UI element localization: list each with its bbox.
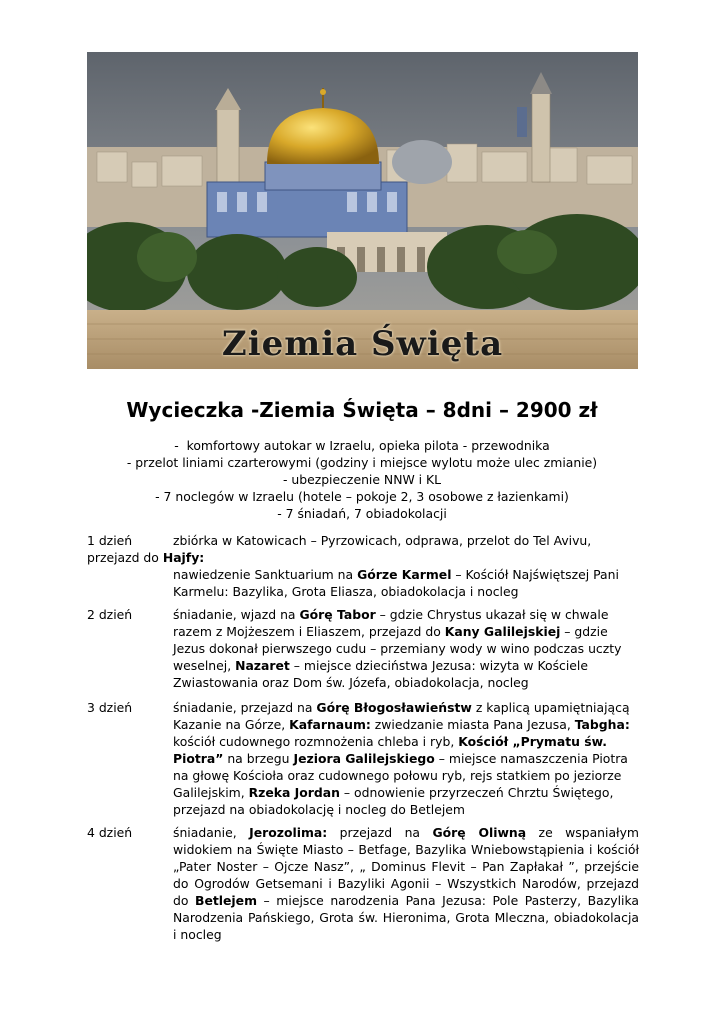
day-bold-place: Górę Tabor	[299, 607, 376, 622]
day-description	[173, 699, 639, 818]
day-bold-place: Górę Oliwną	[432, 825, 527, 840]
day-text-fragment: śniadanie, przejazd na	[173, 700, 317, 715]
included-item: - ubezpieczenie NNW i KL	[282, 472, 442, 487]
day-label: 3 dzień	[87, 700, 133, 715]
day-text-fragment: – gdzie Jezus dokonał pierwszego cudu – przemiany wody w wino podczas uczty weselnej,	[173, 624, 622, 673]
day-text-fragment: – Kościół Najświętszej Pani Karmelu: Bazylika, Grota Eliasza, obiadokolacja i nocleg	[173, 567, 619, 599]
day-1	[87, 532, 639, 600]
day-text-fragment: śniadanie, wjazd na	[173, 607, 300, 622]
day-3	[87, 699, 639, 818]
itinerary	[87, 532, 639, 945]
day-bold-place: Jeziora Galilejskiego	[293, 751, 435, 766]
included-item: - komfortowy autokar w Izraelu, opieka pilota - przewodnika	[174, 438, 550, 453]
included-item: - 7 noclegów w Izraelu (hotele – pokoje 2, 3 osobowe z łazienkami)	[155, 489, 569, 504]
day-bold-place: Hajfy:	[162, 550, 205, 565]
day-description	[173, 606, 639, 691]
day-bold-place: Kościół „Prymatu św. Piotra”	[173, 734, 607, 766]
day-description	[173, 566, 639, 600]
day-text-fragment: – miejsce namaszczenia Piotra na głowę Kościoła oraz cudownego połowu ryb, rejs statkiem po jeziorze Galilejskim,	[173, 751, 628, 800]
included-item: - przelot liniami czarterowymi (godziny i miejsce wylotu może ulec zmianie)	[126, 455, 598, 470]
day-description	[173, 824, 639, 943]
day-bold-place: Jerozolima:	[249, 825, 328, 840]
day-bold-place: Górę Błogosławieństw	[316, 700, 472, 715]
day-bold-place: Górze Karmel	[357, 567, 452, 582]
day-label: 2 dzień	[87, 607, 133, 622]
day-text-fragment: przejazd do	[87, 550, 163, 565]
day-text-fragment: kościół cudownego rozmnożenia chleba i ryb,	[173, 734, 459, 749]
day-bold-place: Betlejem	[195, 893, 257, 908]
day-text-fragment: zwiedzanie miasta Pana Jezusa,	[370, 717, 575, 732]
day-label: 4 dzień	[87, 825, 133, 840]
day-text-fragment: nawiedzenie Sanktuarium na	[173, 567, 358, 582]
day-bold-place: Tabgha:	[574, 717, 630, 732]
day-text-fragment: – miejsce narodzenia Pana Jezusa: Pole Pasterzy, Bazylika Narodzenia Pańskiego, Grota św. Hieronima, Grota Mleczna, obiadokolacja i nocleg	[173, 893, 639, 942]
day-bold-place: Kany Galilejskiej	[444, 624, 561, 639]
day-bold-place: Nazaret	[235, 658, 290, 673]
day-2	[87, 606, 639, 691]
day-text-fragment: – gdzie Chrystus ukazał się w chwale razem z Mojżeszem i Eliaszem, przejazd do	[173, 607, 609, 639]
day-bold-place: Rzeka Jordan	[248, 785, 340, 800]
included-item: - 7 śniadań, 7 obiadokolacji	[277, 506, 447, 521]
day-text-fragment: – odnowienie przyrzeczeń Chrztu Świętego, przejazd na obiadokolację i nocleg do Betlejem	[173, 785, 614, 817]
page-title: Wycieczka -Ziemia Święta – 8dni – 2900 zł	[126, 398, 598, 422]
day-text-fragment: ze wspaniałym widokiem na Święte Miasto – Betfage, Bazylika Wniebowstąpienia i kościół „Pater Noster – Ojcze Nasz”, „ Dominus Flevit – Pan Zapłakał ”, przejście do Ogrodów Getsemani i Bazyliki Agonii – Wszystkich Narodów, przejazd do	[173, 825, 639, 908]
day-line-1: zbiórka w Katowicach – Pyrzowicach, odprawa, przelot do Tel Avivu,	[173, 533, 592, 548]
day-text-fragment: przejazd na	[327, 825, 433, 840]
day-4	[87, 824, 639, 943]
day-text-fragment: z kaplicą upamiętniającą Kazanie na Górze,	[173, 700, 630, 732]
hero-image	[87, 52, 638, 369]
included-services-list	[0, 437, 724, 522]
hero-title: Ziemia Święta	[221, 324, 504, 364]
day-text-fragment: na brzegu	[223, 751, 294, 766]
day-text-fragment: – miejsce dzieciństwa Jezusa: wizyta w Kościele Zwiastowania oraz Dom św. Józefa, obiadokolacja, nocleg	[173, 658, 588, 690]
jerusalem-photo	[87, 52, 638, 369]
day-bold-place: Kafarnaum:	[289, 717, 371, 732]
day-text-fragment: śniadanie,	[173, 825, 250, 840]
day-label: 1 dzień	[87, 533, 133, 548]
day-line-2	[87, 549, 639, 566]
